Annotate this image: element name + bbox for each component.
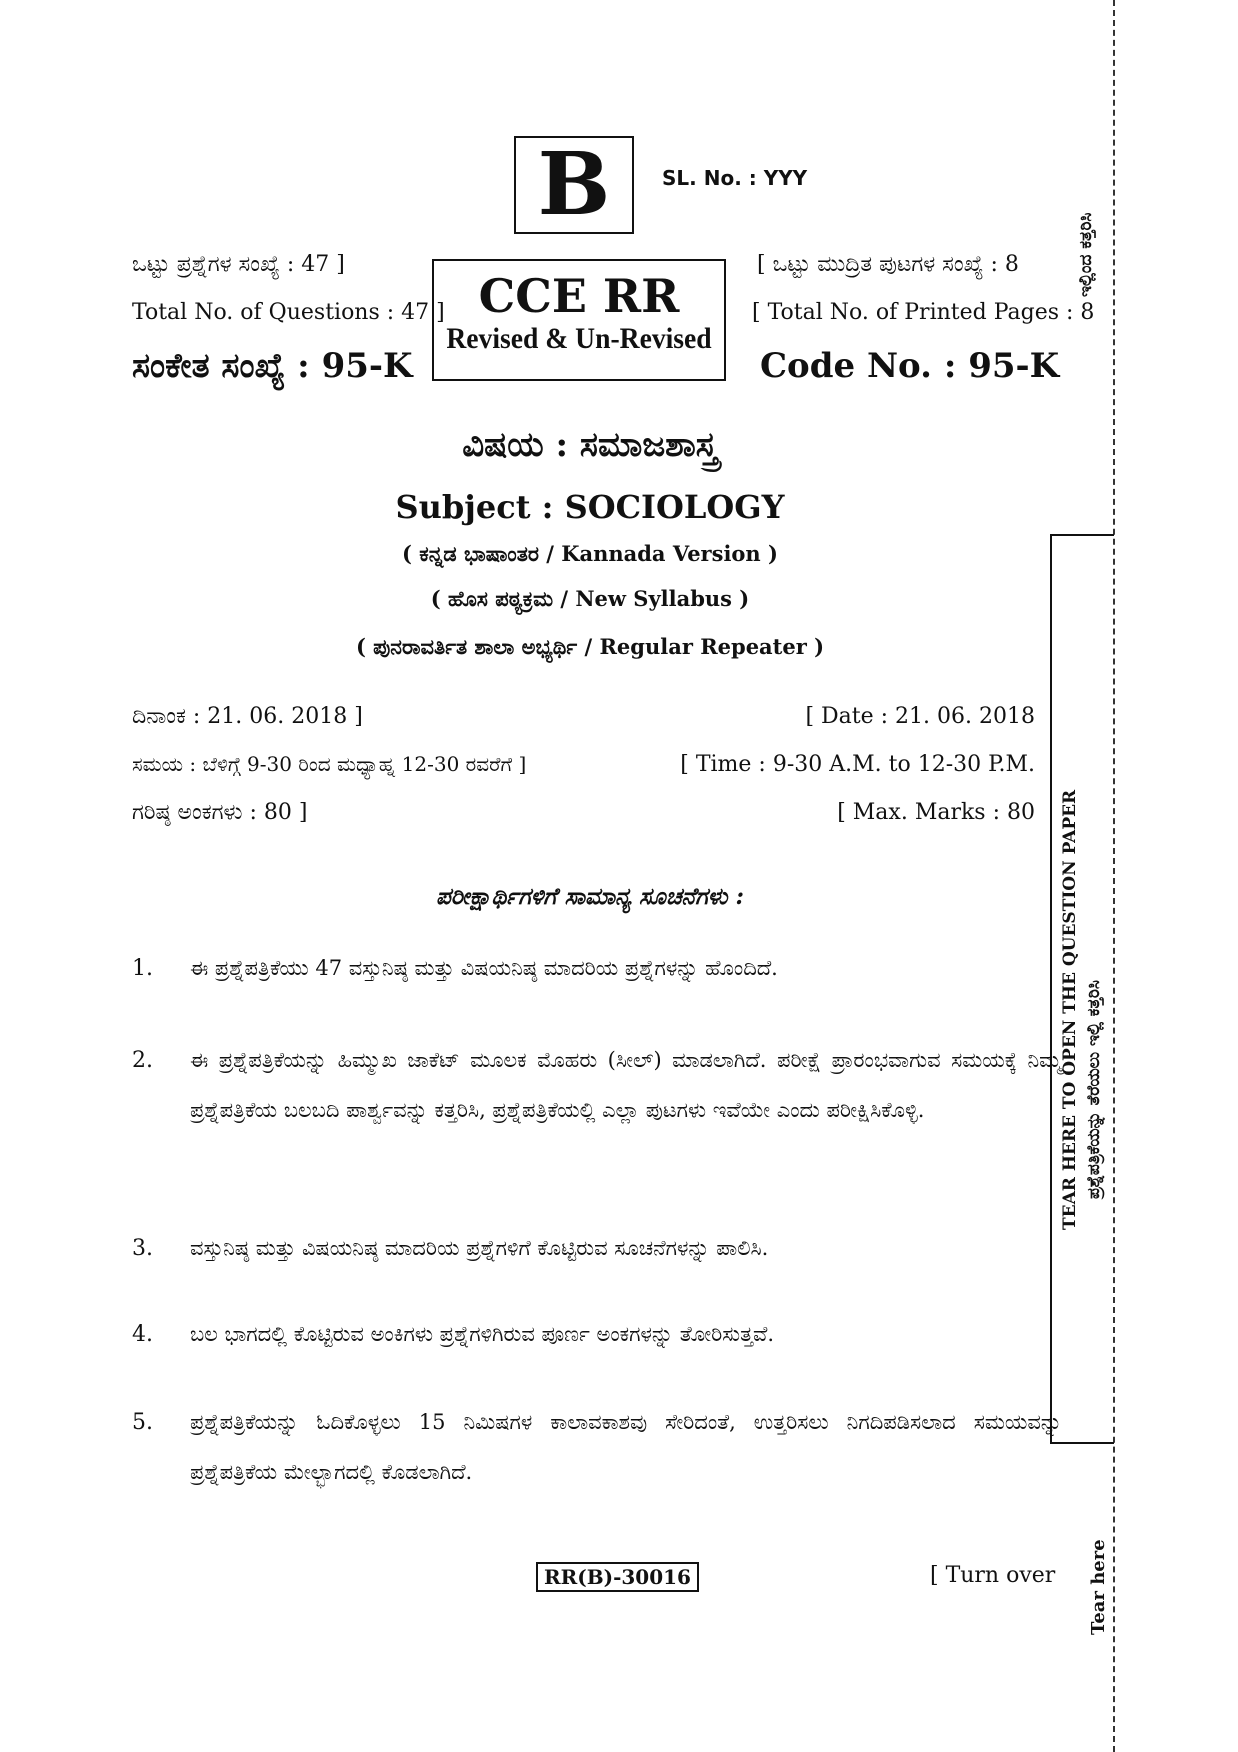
kn-max-marks: ಗರಿಷ್ಠ ಅಂಕಗಳು : 80 ] [132,800,308,825]
en-code-number: Code No. : 95-K [760,346,1060,386]
en-date: [ Date : 21. 06. 2018 [805,704,1035,729]
instruction-text: ಪ್ರಶ್ನೆಪತ್ರಿಕೆಯನ್ನು ಓದಿಕೊಳ್ಳಲು 15 ನಿಮಿಷಗಳ ಕಾಲಾವಕಾಶವು ಸೇರಿದಂತೆ, ಉತ್ತರಿಸಲು ನಿಗದಿಪಡಿಸಲಾದ ಸಮಯವನ್ನು ಪ್ರಶ್ನೆಪತ್ರಿಕೆಯ ಮೇಲ್ಭಾಗದಲ್ಲಿ ಕೊಡಲಾಗಿದೆ. [190,1410,1062,1484]
paper-code-footer: RR(B)-30016 [536,1562,699,1592]
en-max-marks: [ Max. Marks : 80 [837,800,1035,825]
cce-subtitle: Revised & Un-Revised [446,321,712,355]
cce-title: CCE RR [478,269,680,323]
instruction-number: 5. [132,1410,153,1435]
instruction-text: ವಸ್ತುನಿಷ್ಠ ಮತ್ತು ವಿಷಯನಿಷ್ಠ ಮಾದರಿಯ ಪ್ರಶ್ನೆಗಳಿಗೆ ಕೊಟ್ಟಿರುವ ಸೂಚನೆಗಳನ್ನು ಪಾಲಿಸಿ. [190,1236,769,1260]
en-tear-here-label: Tear here [1088,1539,1109,1635]
instruction-number: 2. [132,1048,153,1073]
kn-tear-open-label: ಪ್ರಶ್ನೆಪತ್ರಿಕೆಯನ್ನು ತೆರೆಯಲು ಇಲ್ಲಿ ಕತ್ತರಿಸಿ [1084,980,1104,1200]
instruction-text: ಈ ಪ್ರಶ್ನೆಪತ್ರಿಕೆಯು 47 ವಸ್ತುನಿಷ್ಠ ಮತ್ತು ವಿಷಯನಿಷ್ಠ ಮಾದರಿಯ ಪ್ರಶ್ನೆಗಳನ್ನು ಹೊಂದಿದೆ. [190,956,778,980]
series-letter-box: B [514,136,634,234]
kn-total-questions: ಒಟ್ಟು ಪ್ರಶ್ನೆಗಳ ಸಂಖ್ಯೆ : 47 ] [132,252,345,277]
kn-time: ಸಮಯ : ಬೆಳಿಗ್ಗೆ 9-30 ರಿಂದ ಮಧ್ಯಾಹ್ನ 12-30 ರವರೆಗೆ ] [132,752,527,776]
serial-number: SL. No. : YYY [662,166,808,190]
candidate-line: ( ಪುನರಾವರ್ತಿತ ಶಾಲಾ ಅಭ್ಯರ್ಥಿ / Regular Repeater ) [355,634,825,659]
en-subject: Subject : SOCIOLOGY [395,488,785,526]
en-tear-open-label: TEAR HERE TO OPEN THE QUESTION PAPER [1060,789,1080,1231]
kn-code-number: ಸಂಕೇತ ಸಂಖ್ಯೆ : 95-K [132,346,413,386]
turn-over-note: [ Turn over [930,1563,1056,1588]
kn-total-pages: [ ಒಟ್ಟು ಮುದ್ರಿತ ಪುಟಗಳ ಸಂಖ್ಯೆ : 8 [757,252,1019,277]
version-line: ( ಕನ್ನಡ ಭಾಷಾಂತರ / Kannada Version ) [402,541,778,566]
kn-subject: ವಿಷಯ : ಸಮಾಜಶಾಸ್ತ್ರ [462,425,718,465]
instruction-number: 3. [132,1236,153,1261]
kn-tear-top-label: ಇಲ್ಲಿಂದ ಕತ್ತರಿಸಿ [1076,212,1096,298]
en-time: [ Time : 9-30 A.M. to 12-30 P.M. [680,752,1035,777]
instruction-text: ಬಲ ಭಾಗದಲ್ಲಿ ಕೊಟ್ಟಿರುವ ಅಂಕಿಗಳು ಪ್ರಶ್ನೆಗಳಿಗಿರುವ ಪೂರ್ಣ ಅಂಕಗಳನ್ನು ತೋರಿಸುತ್ತವೆ. [190,1322,775,1346]
instruction-number: 4. [132,1322,153,1347]
instructions-heading: ಪರೀಕ್ಷಾರ್ಥಿಗಳಿಗೆ ಸಾಮಾನ್ಯ ಸೂಚನೆಗಳು : [435,883,744,910]
instruction-text: ಈ ಪ್ರಶ್ನೆಪತ್ರಿಕೆಯನ್ನು ಹಿಮ್ಮುಖ ಜಾಕೆಟ್ ಮೂಲಕ ಮೊಹರು (ಸೀಲ್) ಮಾಡಲಾಗಿದೆ. ಪರೀಕ್ಷೆ ಪ್ರಾರಂಭವಾಗುವ ಸಮಯಕ್ಕೆ ನಿಮ್ಮ ಪ್ರಶ್ನೆಪತ್ರಿಕೆಯ ಬಲಬದಿ ಪಾರ್ಶ್ವವನ್ನು ಕತ್ತರಿಸಿ, ಪ್ರಶ್ನೆಪತ್ರಿಕೆಯಲ್ಲಿ ಎಲ್ಲಾ ಪುಟಗಳು ಇವೆಯೇ ಎಂದು ಪರೀಕ್ಷಿಸಿಕೊಳ್ಳಿ. [190,1048,1062,1122]
en-total-pages: [ Total No. of Printed Pages : 8 [752,300,1095,325]
cce-rr-box [432,259,726,381]
instruction-number: 1. [132,956,153,981]
kn-date: ದಿನಾಂಕ : 21. 06. 2018 ] [132,704,363,729]
en-total-questions: Total No. of Questions : 47 ] [132,300,445,325]
syllabus-line: ( ಹೊಸ ಪಠ್ಯಕ್ರಮ / New Syllabus ) [430,586,750,611]
